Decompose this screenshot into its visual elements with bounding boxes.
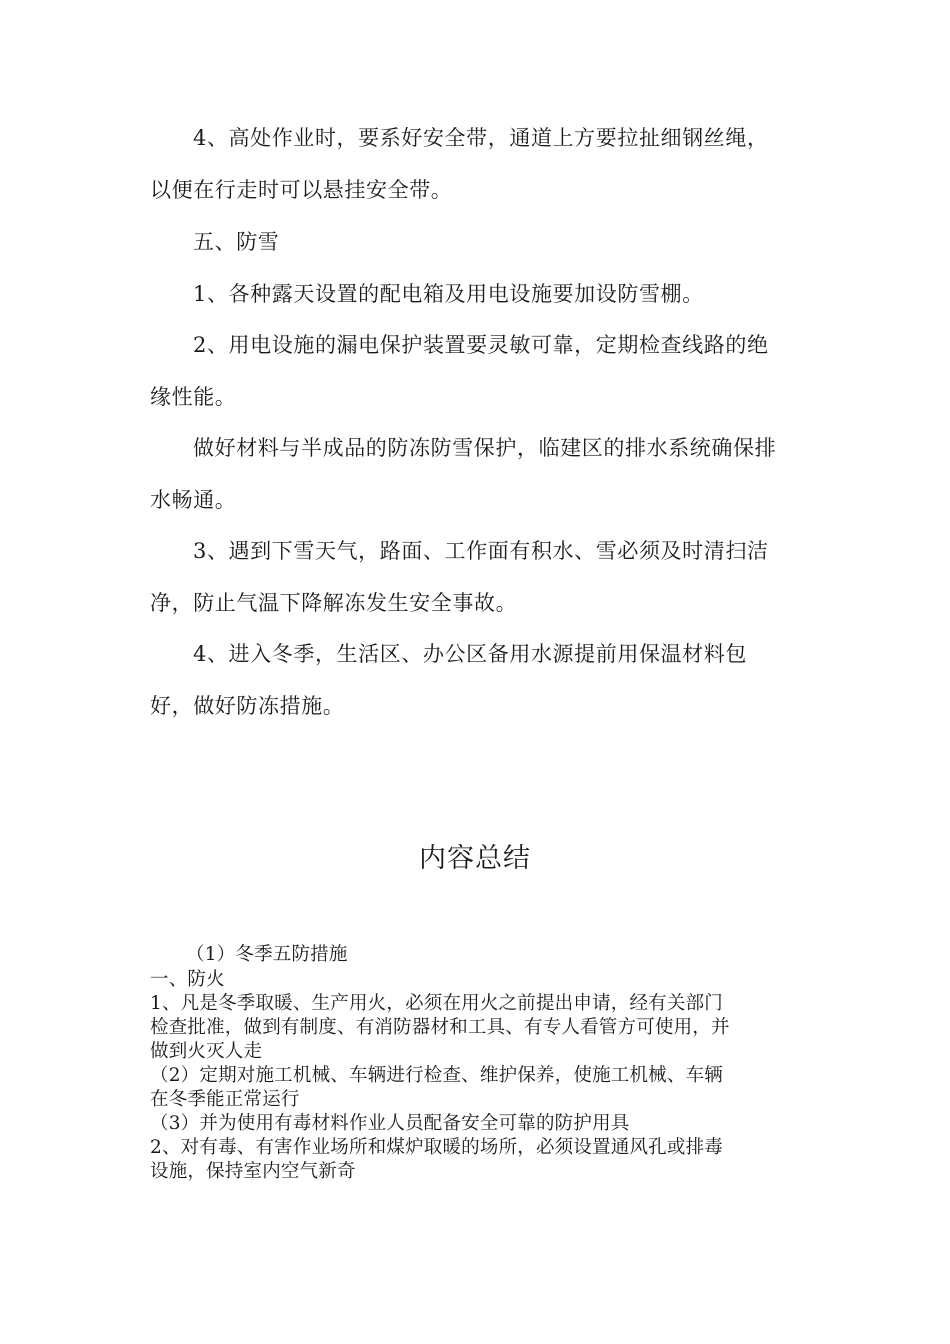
body-line-7: 做好材料与半成品的防冻防雪保护，临建区的排水系统确保排	[193, 436, 777, 460]
body-line-4: 1、各种露天设置的配电箱及用电设施要加设防雪棚。	[193, 282, 704, 306]
summary-line-3: 1、凡是冬季取暖、生产用火，必须在用火之前提出申请，经有关部门	[150, 993, 723, 1014]
summary-line-6: （2）定期对施工机械、车辆进行检查、维护保养，使施工机械、车辆	[150, 1065, 723, 1086]
body-line-6: 缘性能。	[150, 385, 237, 409]
body-line-2: 以便在行走时可以悬挂安全带。	[150, 178, 453, 202]
section-heading-snow: 五、防雪	[193, 230, 280, 254]
summary-line-9: 2、对有毒、有害作业场所和煤炉取暖的场所，必须设置通风孔或排毒	[150, 1137, 723, 1158]
summary-title: 内容总结	[419, 843, 531, 874]
body-line-5: 2、用电设施的漏电保护装置要灵敏可靠，定期检查线路的绝	[193, 333, 769, 357]
summary-line-1: （1）冬季五防措施	[186, 944, 348, 965]
body-line-12: 好，做好防冻措施。	[150, 694, 345, 718]
body-line-11: 4、进入冬季，生活区、办公区备用水源提前用保温材料包	[193, 642, 747, 666]
summary-line-4: 检查批准，做到有制度、有消防器材和工具、有专人看管方可使用，并	[150, 1017, 730, 1038]
summary-line-8: （3）并为使用有毒材料作业人员配备安全可靠的防护用具	[150, 1113, 630, 1134]
summary-line-10: 设施，保持室内空气新奇	[150, 1161, 356, 1182]
body-line-8: 水畅通。	[150, 488, 237, 512]
body-line-9: 3、遇到下雪天气，路面、工作面有积水、雪必须及时清扫洁	[193, 539, 769, 563]
summary-line-2: 一、防火	[150, 969, 225, 990]
body-line-1: 4、高处作业时，要系好安全带，通道上方要拉扯细钢丝绳，	[193, 126, 769, 150]
summary-line-5: 做到火灭人走	[150, 1041, 263, 1062]
summary-line-7: 在冬季能正常运行	[150, 1089, 300, 1110]
body-line-10: 净，防止气温下降解冻发生安全事故。	[150, 591, 518, 615]
